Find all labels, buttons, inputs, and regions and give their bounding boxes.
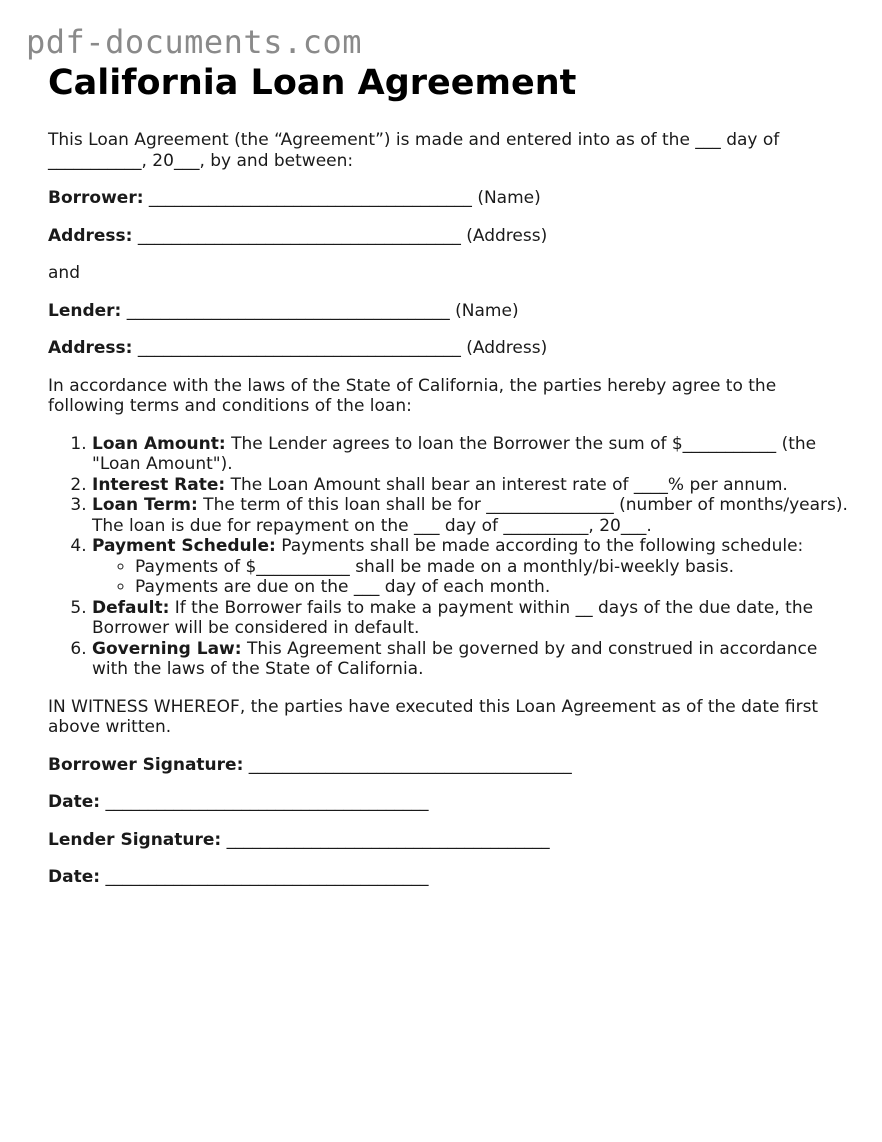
lender-address-label: Address: — [48, 338, 133, 358]
term-text: The Loan Amount shall bear an interest rate of ____% per annum. — [225, 474, 788, 495]
borrower-date-line: ______________________________________ — [100, 792, 429, 812]
term-label: Default: — [92, 597, 170, 618]
borrower-field — [48, 188, 848, 209]
watermark: pdf-documents.com — [26, 23, 363, 61]
borrower-date-field — [48, 792, 848, 813]
term-label: Governing Law: — [92, 638, 242, 659]
term-loan-amount — [92, 434, 848, 475]
schedule-item: ◦ Payments are due on the ___ day of each month. — [135, 577, 848, 598]
term-interest-rate — [92, 475, 848, 496]
term-text: Payments shall be made according to the following schedule: — [275, 536, 804, 556]
document-page — [48, 62, 848, 905]
lender-line: ______________________________________ (Name) — [121, 300, 519, 321]
term-governing-law — [92, 639, 848, 680]
and-text: and — [48, 263, 80, 283]
term-text: The term of this loan shall be for _______________ (number of months/years). The loan is due for repayment on the ___ day of __________, 20___. — [92, 495, 848, 536]
term-text: If the Borrower fails to make a payment within __ days of the due date, the Borrower will be considered in default. — [92, 597, 814, 638]
lender-field — [48, 301, 848, 322]
borrower-label: Borrower: — [48, 188, 144, 208]
borrower-signature-label: Borrower Signature: — [48, 754, 244, 775]
lender-date-line: ______________________________________ — [100, 867, 429, 887]
term-label: Interest Rate: — [92, 474, 226, 495]
terms-list — [48, 434, 848, 680]
lender-signature-label: Lender Signature: — [48, 829, 222, 850]
lender-date-field — [48, 867, 848, 888]
borrower-signature-line: ______________________________________ — [243, 754, 572, 775]
term-text: This Agreement shall be governed by and construed in accordance with the laws of the State of California. — [92, 638, 818, 679]
borrower-date-label: Date: — [48, 792, 101, 812]
term-loan-term — [92, 495, 848, 536]
schedule-item: ◦ Payments of $___________ shall be made on a monthly/bi-weekly basis. — [135, 557, 848, 578]
document-title: California Loan Agreement — [48, 63, 577, 103]
accordance-paragraph: In accordance with the laws of the State of California, the parties hereby agree to the following terms and conditions of the loan: — [48, 375, 777, 416]
lender-label: Lender: — [48, 300, 122, 321]
borrower-address-label: Address: — [48, 225, 133, 246]
lender-date-label: Date: — [48, 867, 101, 887]
witness-paragraph: IN WITNESS WHEREOF, the parties have executed this Loan Agreement as of the date first above written. — [48, 696, 819, 737]
lender-signature-field — [48, 830, 848, 851]
lender-signature-line: ______________________________________ — [221, 829, 550, 850]
term-label: Loan Term: — [92, 495, 198, 515]
term-text: The Lender agrees to loan the Borrower the sum of $___________ (the "Loan Amount"). — [92, 433, 817, 474]
lender-address-field — [48, 338, 848, 359]
borrower-address-line: ______________________________________ (Address) — [132, 225, 548, 246]
lender-address-line: ______________________________________ (Address) — [132, 338, 548, 358]
borrower-line: ______________________________________ (Name) — [143, 188, 541, 208]
borrower-signature-field — [48, 755, 848, 776]
schedule-list — [92, 557, 848, 598]
borrower-address-field — [48, 226, 848, 247]
term-label: Loan Amount: — [92, 433, 226, 454]
term-label: Payment Schedule: — [92, 536, 276, 556]
term-payment-schedule — [92, 536, 848, 598]
term-default — [92, 598, 848, 639]
intro-paragraph: This Loan Agreement (the “Agreement”) is made and entered into as of the ___ day of ___________, 20___, by and between: — [48, 130, 780, 171]
